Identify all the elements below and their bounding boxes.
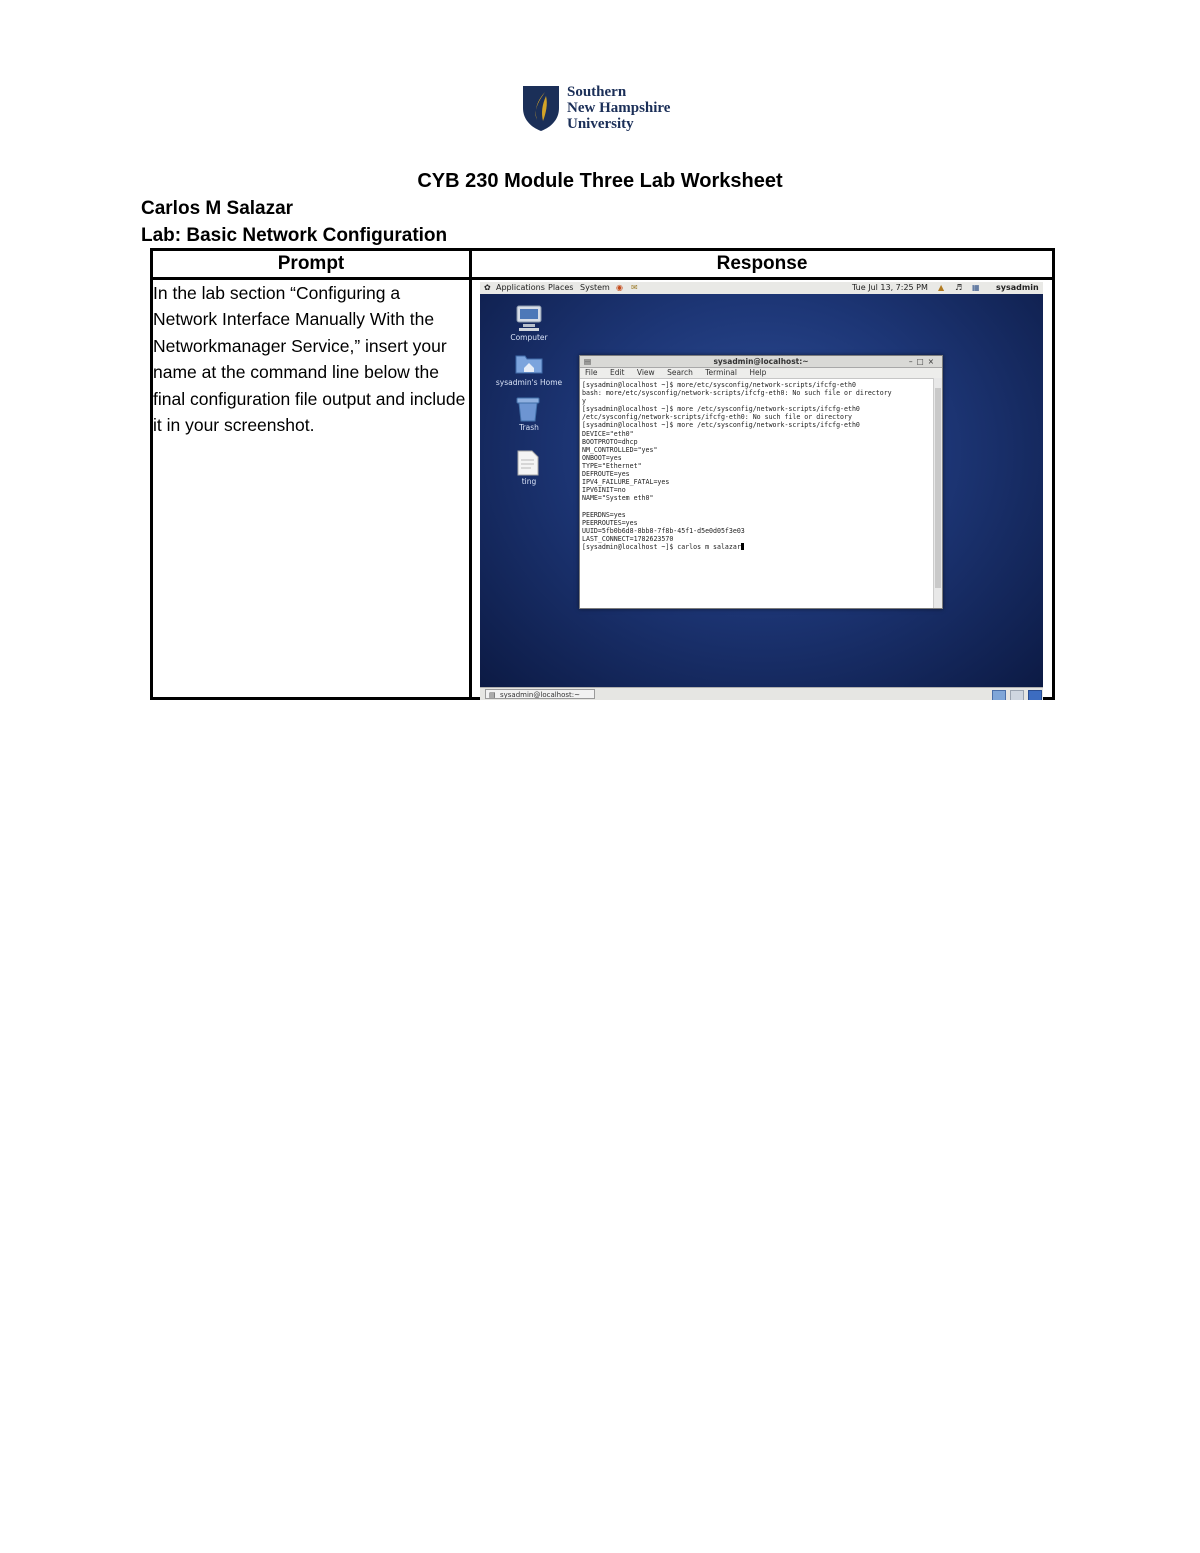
terminal-prompt-line bbox=[582, 543, 932, 551]
terminal-menu-view: View bbox=[636, 368, 655, 377]
terminal-line: PEERROUTES=yes bbox=[582, 518, 638, 527]
terminal-title: sysadmin@localhost:~ bbox=[713, 357, 809, 366]
terminal-line: UUID=5fb0b6d8-8bb8-7f8b-45f1-d5e0d05f3e03 bbox=[582, 526, 745, 535]
panel-clock: Tue Jul 13, 7:25 PM bbox=[852, 283, 928, 292]
terminal-line: NAME="System eth0" bbox=[582, 494, 654, 503]
logo-wordmark bbox=[567, 84, 670, 132]
workspace-3-icon bbox=[1028, 690, 1042, 700]
terminal-titlebar bbox=[580, 356, 942, 368]
computer-icon bbox=[514, 304, 544, 332]
terminal-line: DEVICE="eth0" bbox=[582, 429, 634, 438]
desktop-icon-label-trash: Trash bbox=[519, 423, 539, 432]
volume-icon: ♬ bbox=[955, 283, 963, 292]
desktop-screenshot bbox=[480, 282, 1043, 700]
prompt-header: Prompt bbox=[152, 250, 471, 279]
mail-icon: ✉ bbox=[631, 283, 638, 292]
response-header: Response bbox=[471, 250, 1054, 279]
terminal-line: [sysadmin@localhost ~]$ more /etc/sysconfig/network-scripts/ifcfg-eth0 bbox=[582, 405, 860, 414]
terminal-line: ONBOOT=yes bbox=[582, 453, 622, 462]
prompt-cell: In the lab section “Configuring a Network Interface Manually With the Networkmanager Service,” insert your name at the command line below the final configuration file output and include it in your screenshot. bbox=[152, 279, 471, 699]
terminal-line: IPV4_FAILURE_FATAL=yes bbox=[582, 478, 670, 487]
terminal-line: /etc/sysconfig/network-scripts/ifcfg-eth0: No such file or directory bbox=[582, 413, 852, 422]
terminal-menu-terminal: Terminal bbox=[705, 368, 737, 377]
terminal-app-icon: ▤ bbox=[584, 357, 592, 366]
worksheet-table bbox=[150, 248, 1055, 700]
terminal-cursor bbox=[741, 543, 744, 550]
terminal-output bbox=[580, 379, 942, 551]
terminal-menu-file: File bbox=[585, 368, 598, 377]
terminal-line: y bbox=[582, 397, 586, 406]
university-logo bbox=[521, 84, 691, 134]
taskbar-terminal-item bbox=[485, 689, 595, 699]
terminal-line: TYPE="Ethernet" bbox=[582, 461, 642, 470]
terminal-last-command: [sysadmin@localhost ~]$ carlos m salazar bbox=[582, 542, 741, 551]
applications-menu-icon: ✿ bbox=[484, 283, 491, 292]
workspace-2-icon bbox=[1010, 690, 1024, 700]
menu-places: Places bbox=[548, 283, 574, 292]
terminal-menu-search: Search bbox=[667, 368, 693, 377]
terminal-scrollbar bbox=[933, 378, 942, 608]
document-title: CYB 230 Module Three Lab Worksheet bbox=[417, 170, 783, 192]
table-row bbox=[152, 279, 1054, 699]
menu-applications: Applications bbox=[496, 283, 545, 292]
shield-flame-icon bbox=[521, 84, 561, 132]
desktop-icon-label-computer: Computer bbox=[510, 333, 548, 342]
taskbar-terminal-icon: ▤ bbox=[489, 691, 496, 699]
logo-line-3: University bbox=[567, 116, 634, 132]
updates-icon: ▲ bbox=[938, 283, 945, 292]
terminal-line: IPV6INIT=no bbox=[582, 486, 626, 495]
desktop-background bbox=[480, 294, 1043, 687]
terminal-scrollbar-thumb bbox=[935, 388, 941, 588]
terminal-menu-help: Help bbox=[749, 368, 767, 377]
terminal-line: DEFROUTE=yes bbox=[582, 470, 630, 479]
logo-line-2: New Hampshire bbox=[567, 100, 671, 116]
browser-icon: ◉ bbox=[616, 283, 623, 292]
terminal-line: [sysadmin@localhost ~]$ more/etc/sysconfig/network-scripts/ifcfg-eth0 bbox=[582, 381, 856, 389]
lab-title: Lab: Basic Network Configuration bbox=[141, 225, 448, 246]
desktop-bottom-panel bbox=[480, 687, 1043, 700]
terminal-menubar bbox=[580, 368, 942, 379]
author-name: Carlos M Salazar bbox=[141, 198, 294, 219]
terminal-menu-edit: Edit bbox=[609, 368, 625, 377]
terminal-line: NM_CONTROLLED="yes" bbox=[582, 445, 658, 454]
trash-icon bbox=[515, 396, 541, 422]
window-controls-icon: –□× bbox=[908, 357, 938, 366]
text-file-icon bbox=[517, 450, 539, 476]
desktop-icon-label-home: sysadmin's Home bbox=[495, 378, 563, 387]
response-cell bbox=[471, 279, 1054, 699]
terminal-line: PEERDNS=yes bbox=[582, 510, 626, 519]
terminal-window bbox=[579, 355, 943, 609]
terminal-line: [sysadmin@localhost ~]$ more /etc/sysconfig/network-scripts/ifcfg-eth0 bbox=[582, 421, 860, 430]
table-header-row bbox=[152, 250, 1054, 279]
desktop-icon-label-file: ting bbox=[521, 477, 537, 486]
home-folder-icon bbox=[515, 352, 543, 374]
terminal-line: bash: more/etc/sysconfig/network-scripts/ifcfg-eth0: No such file or directory bbox=[582, 389, 892, 398]
panel-user: sysadmin bbox=[996, 283, 1039, 292]
menu-system: System bbox=[580, 283, 610, 292]
terminal-line bbox=[582, 502, 932, 510]
logo-line-1: Southern bbox=[567, 84, 627, 100]
workspace-1-icon bbox=[992, 690, 1006, 700]
network-icon: ▦ bbox=[972, 283, 980, 292]
terminal-line: BOOTPROTO=dhcp bbox=[582, 437, 638, 446]
taskbar-terminal-label: sysadmin@localhost:~ bbox=[500, 691, 581, 699]
terminal-line: LAST_CONNECT=1782623570 bbox=[582, 534, 674, 543]
